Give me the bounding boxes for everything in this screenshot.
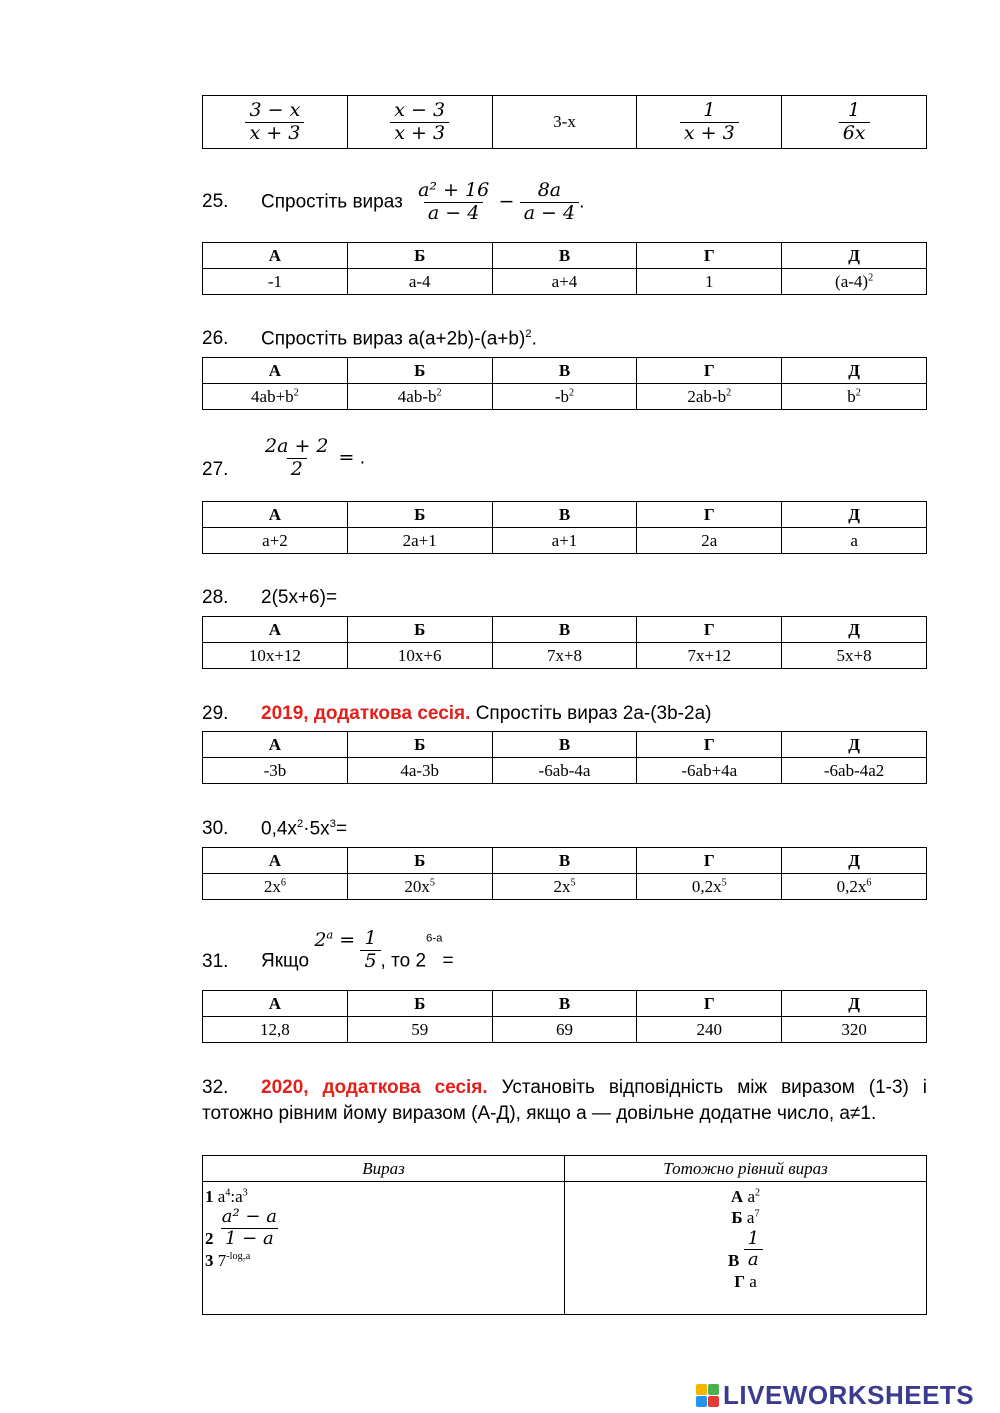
option-header: Г bbox=[637, 991, 782, 1017]
option-header: Г bbox=[637, 617, 782, 643]
option-header: В bbox=[492, 617, 637, 643]
option-value: $(a-4)^2$ bbox=[782, 269, 927, 295]
question-31: 31. Якщо $2^a$ = $\frac{1}{5}$ , то $2^{6-a}=$ bbox=[202, 927, 454, 972]
option-value: 12,8 bbox=[203, 1017, 348, 1043]
option-header: Б bbox=[347, 617, 492, 643]
top-cell-v: 3-x bbox=[492, 96, 637, 149]
option-value: a-4 bbox=[347, 269, 492, 295]
option-header: В bbox=[492, 991, 637, 1017]
option-value: 2a+1 bbox=[347, 528, 492, 554]
option-header: Д bbox=[782, 991, 927, 1017]
option-value: -6ab-4a2 bbox=[782, 758, 927, 784]
question-30: 30. $0,4x^2\cdot 5x^3=$ bbox=[202, 818, 348, 840]
option-header: В bbox=[492, 243, 637, 269]
question-text: Спростіть вираз bbox=[261, 191, 403, 213]
option-header: В bbox=[492, 358, 637, 384]
top-cell-a: $\frac{3 - x}{x + 3}$ bbox=[203, 96, 348, 149]
option-value: $4ab+b^2$ bbox=[203, 384, 348, 410]
option-value: $b^2$ bbox=[782, 384, 927, 410]
answer-table-29 bbox=[202, 731, 927, 784]
expressions-cell: 1 $a^4:a^3$ 2 $\frac{\text{a² − a}}{1 - a}$ 3 $7^{-log_7a}$ bbox=[203, 1182, 565, 1315]
question-text: 0,4x bbox=[261, 818, 297, 840]
answer-table-26 bbox=[202, 357, 927, 410]
option-header: Б bbox=[347, 991, 492, 1017]
question-number: 27. bbox=[202, 458, 229, 480]
column-header-expression: Вираз bbox=[203, 1156, 565, 1182]
option-header: Д bbox=[782, 243, 927, 269]
option-header: А bbox=[203, 358, 348, 384]
option-header: Д bbox=[782, 848, 927, 874]
option-header: Д bbox=[782, 617, 927, 643]
option-value: $2ab-b^2$ bbox=[637, 384, 782, 410]
option-value: $-b^2$ bbox=[492, 384, 637, 410]
top-cell-d: $\frac{1}{6x}$ bbox=[782, 96, 927, 149]
option-value: 7x+12 bbox=[637, 643, 782, 669]
option-value: 69 bbox=[492, 1017, 637, 1043]
answer-table-27 bbox=[202, 501, 927, 554]
option-value: 4a-3b bbox=[347, 758, 492, 784]
question-number: 29. bbox=[202, 703, 229, 724]
question-text: 2(5x+6)= bbox=[261, 587, 338, 608]
option-value: 320 bbox=[782, 1017, 927, 1043]
option-header: Г bbox=[637, 848, 782, 874]
session-label: 2019, додаткова сесія. bbox=[261, 703, 471, 724]
fraction: $\frac{2a + 2}{2}$ bbox=[265, 435, 329, 480]
option-value: a bbox=[782, 528, 927, 554]
option-header: Б bbox=[347, 243, 492, 269]
logo-icon bbox=[696, 1384, 719, 1407]
option-header: Б bbox=[347, 502, 492, 528]
option-value: a+2 bbox=[203, 528, 348, 554]
question-25: 25. Спростіть вираз $\frac{\text{a² + 16}}{a - 4}$ − $\frac{8a}{a - 4}$ . bbox=[202, 179, 585, 224]
option-value: $4ab-b^2$ bbox=[347, 384, 492, 410]
question-text: Установіть відповідність між виразом (1-3) і тотожно рівним йому виразом (А-Д), якщо a — довільне додатне число, a≠1. bbox=[202, 1077, 927, 1124]
option-value: 5x+8 bbox=[782, 643, 927, 669]
question-number: 26. bbox=[202, 328, 229, 350]
liveworksheets-logo bbox=[696, 1380, 974, 1411]
option-header: В bbox=[492, 502, 637, 528]
option-value: $2x^6$ bbox=[203, 874, 348, 900]
fraction: $\frac{\text{a² + 16}}{a - 4}$ bbox=[418, 179, 490, 224]
question-26: 26. Спростіть вираз $a(a+2b)-(a+b)^2$. bbox=[202, 328, 537, 350]
option-header: Г bbox=[637, 358, 782, 384]
question-number: 25. bbox=[202, 191, 229, 213]
question-text: Спростіть вираз 2a-(3b-2a) bbox=[470, 703, 712, 724]
option-header: Г bbox=[637, 732, 782, 758]
option-header: А bbox=[203, 732, 348, 758]
option-value: $0,2x^5$ bbox=[637, 874, 782, 900]
question-text: Якщо bbox=[261, 950, 310, 972]
option-value: $20x^5$ bbox=[347, 874, 492, 900]
question-text: Спростіть вираз a(a+2b)-(a+b) bbox=[261, 328, 526, 350]
option-value: -6ab-4a bbox=[492, 758, 637, 784]
option-header: А bbox=[203, 848, 348, 874]
option-header: Б bbox=[347, 732, 492, 758]
option-value: $0,2x^6$ bbox=[782, 874, 927, 900]
option-header: Г bbox=[637, 502, 782, 528]
top-cell-b: $\frac{x - 3}{x + 3}$ bbox=[347, 96, 492, 149]
top-answer-table bbox=[202, 95, 927, 149]
option-value: -1 bbox=[203, 269, 348, 295]
question-32 bbox=[202, 1075, 927, 1127]
question-number: 32. bbox=[202, 1077, 229, 1098]
option-value: -3b bbox=[203, 758, 348, 784]
option-header: Б bbox=[347, 848, 492, 874]
option-value: $2x^5$ bbox=[492, 874, 637, 900]
option-header: В bbox=[492, 732, 637, 758]
question-27: 27. $\frac{2a + 2}{2}$ = . bbox=[202, 435, 366, 480]
question-number: 31. bbox=[202, 950, 229, 972]
option-header: Д bbox=[782, 502, 927, 528]
question-29 bbox=[202, 703, 711, 725]
matching-table-32 bbox=[202, 1155, 927, 1315]
option-header: Г bbox=[637, 243, 782, 269]
question-number: 30. bbox=[202, 818, 229, 840]
column-header-equivalent: Тотожно рівний вираз bbox=[565, 1156, 927, 1182]
option-value: a+1 bbox=[492, 528, 637, 554]
logo-text: LIVEWORKSHEETS bbox=[723, 1380, 975, 1410]
option-header: Д bbox=[782, 358, 927, 384]
option-value: 1 bbox=[637, 269, 782, 295]
equivalents-cell: А $a^2$ Б $a^7$ В $\frac{1}{a}$ Г a bbox=[565, 1182, 927, 1315]
option-header: А bbox=[203, 243, 348, 269]
session-label: 2020, додаткова сесія. bbox=[261, 1077, 488, 1098]
option-value: 10x+6 bbox=[347, 643, 492, 669]
option-value: -6ab+4a bbox=[637, 758, 782, 784]
question-number: 28. bbox=[202, 587, 229, 608]
question-28 bbox=[202, 587, 337, 609]
option-value: 7x+8 bbox=[492, 643, 637, 669]
answer-table-25 bbox=[202, 242, 927, 295]
answer-table-30 bbox=[202, 847, 927, 900]
answer-table-28 bbox=[202, 616, 927, 669]
option-value: 59 bbox=[347, 1017, 492, 1043]
option-header: Д bbox=[782, 732, 927, 758]
option-header: В bbox=[492, 848, 637, 874]
option-value: a+4 bbox=[492, 269, 637, 295]
option-value: 240 bbox=[637, 1017, 782, 1043]
answer-table-31 bbox=[202, 990, 927, 1043]
top-cell-g: $\frac{1}{x + 3}$ bbox=[637, 96, 782, 149]
option-header: Б bbox=[347, 358, 492, 384]
option-header: А bbox=[203, 991, 348, 1017]
fraction: $\frac{1}{5}$ bbox=[360, 928, 380, 973]
fraction: $\frac{8a}{a - 4}$ bbox=[520, 180, 579, 225]
option-value: 10x+12 bbox=[203, 643, 348, 669]
option-value: 2a bbox=[637, 528, 782, 554]
option-header: А bbox=[203, 617, 348, 643]
option-header: А bbox=[203, 502, 348, 528]
